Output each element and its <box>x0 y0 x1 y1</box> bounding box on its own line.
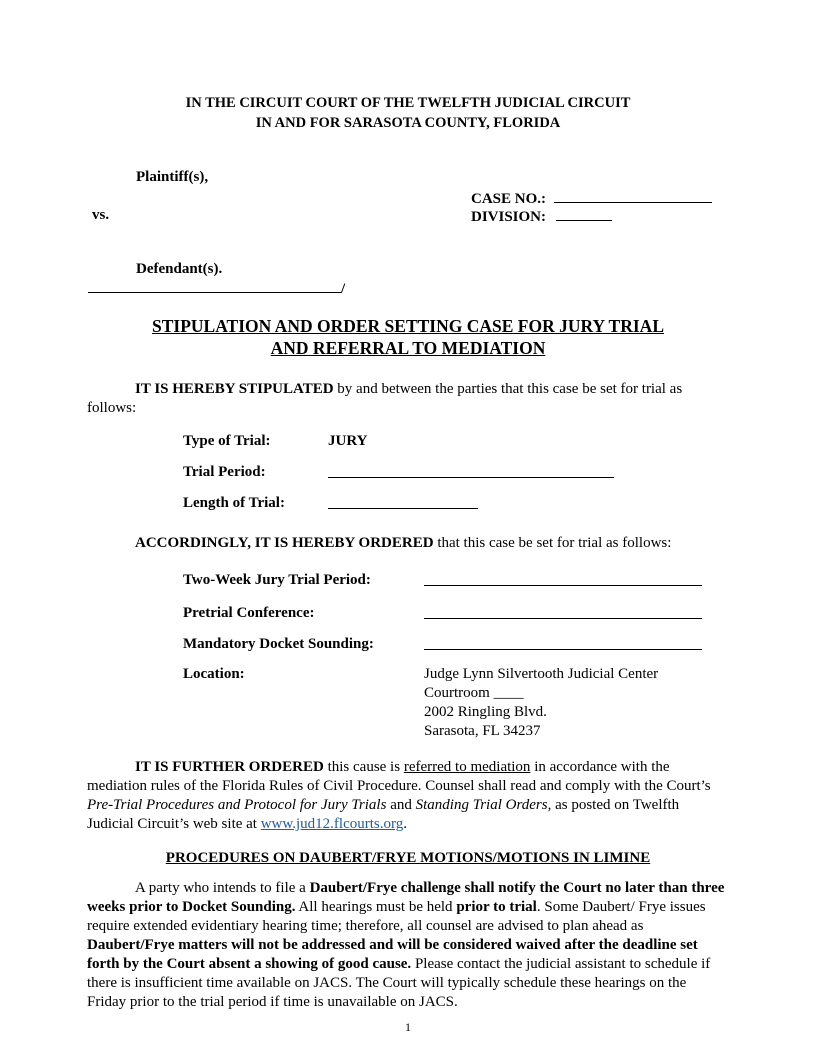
trial-period-blank-row <box>328 463 614 484</box>
stipulation-paragraph <box>87 380 729 418</box>
location-line3: 2002 Ringling Blvd. <box>424 704 547 720</box>
further-lead: IT IS FURTHER ORDERED <box>135 759 324 775</box>
court-website-link[interactable]: www.jud12.flcourts.org <box>260 816 404 832</box>
caption-blank-line <box>88 278 341 293</box>
procedures-text-2: All hearings must be held <box>295 899 457 915</box>
pretrial-conference-label: Pretrial Conference: <box>183 605 315 621</box>
defendant-label: Defendant(s). <box>136 261 223 277</box>
type-of-trial-label: Type of Trial: <box>183 433 271 449</box>
procedures-bold-2: prior to trial <box>456 899 537 915</box>
caption-closing-line <box>88 278 345 299</box>
division-row <box>471 206 612 227</box>
docket-sounding-blank-row <box>424 635 702 656</box>
two-week-period-blank <box>424 571 702 586</box>
location-line1: Judge Lynn Silvertooth Judicial Center <box>424 666 659 682</box>
procedures-text-3: . Some Daubert/ Frye issues require extended evidentiary hearing time; therefore, all counsel are advised to plan ahead as <box>87 899 706 934</box>
trial-period-blank <box>328 463 614 478</box>
type-of-trial-value: JURY <box>328 433 368 449</box>
procedures-text-1: A party who intends to file a <box>135 880 310 896</box>
pretrial-conference-blank-row <box>424 604 702 625</box>
length-of-trial-label: Length of Trial: <box>183 495 285 511</box>
case-number-label: CASE NO.: <box>471 191 547 207</box>
page-number: 1 <box>405 1020 411 1034</box>
vs-label: vs. <box>92 207 110 223</box>
further-text-5: . <box>403 816 407 832</box>
ordered-text: that this case be set for trial as follows: <box>433 535 672 551</box>
court-heading-line1: IN THE CIRCUIT COURT OF THE TWELFTH JUDICIAL CIRCUIT <box>185 95 631 111</box>
court-heading-line2: IN AND FOR SARASOTA COUNTY, FLORIDA <box>255 115 561 131</box>
docket-sounding-label: Mandatory Docket Sounding: <box>183 636 374 652</box>
stipulation-text: by and between the parties that this case be set for trial as follows: <box>87 381 683 416</box>
length-of-trial-blank <box>328 494 478 509</box>
two-week-period-blank-row <box>424 571 702 592</box>
location-address <box>424 665 658 741</box>
caption-slash: / <box>341 281 346 297</box>
document-title <box>0 315 816 359</box>
title-line1: STIPULATION AND ORDER SETTING CASE FOR JURY TRIAL <box>151 316 664 336</box>
further-text-2: in accordance with the mediation rules of the Florida Rules of Civil Procedure. Counsel shall read and comply with the Court’s <box>87 759 711 794</box>
location-line2: Courtroom ____ <box>424 685 524 701</box>
division-label: DIVISION: <box>471 209 547 225</box>
two-week-period-label: Two-Week Jury Trial Period: <box>183 572 371 588</box>
standing-trial-orders-title: Standing Trial Orders <box>415 797 548 813</box>
trial-period-label: Trial Period: <box>183 464 266 480</box>
further-ordered-paragraph <box>87 758 729 834</box>
location-line4: Sarasota, FL 34237 <box>424 723 541 739</box>
ordered-lead: ACCORDINGLY, IT IS HEREBY ORDERED <box>135 535 434 551</box>
stipulation-lead: IT IS HEREBY STIPULATED <box>135 381 334 397</box>
case-number-blank <box>554 188 712 203</box>
pretrial-procedures-title: Pre-Trial Procedures and Protocol for Jury Trials <box>87 797 387 813</box>
court-heading <box>0 93 816 133</box>
title-line2: AND REFERRAL TO MEDIATION <box>270 338 546 358</box>
mediation-text: referred to mediation <box>403 759 531 775</box>
further-text-3: and <box>386 797 416 813</box>
docket-sounding-blank <box>424 635 702 650</box>
pretrial-conference-blank <box>424 604 702 619</box>
length-of-trial-blank-row <box>328 494 478 515</box>
division-blank <box>556 206 612 221</box>
procedures-text-4: Please contact the judicial assistant to schedule if there is insufficient time available on JACS. The Court will typically schedule these hearings on the Friday prior to the trial period if time is unavailable on JACS. <box>87 956 711 1010</box>
procedures-heading: PROCEDURES ON DAUBERT/FRYE MOTIONS/MOTIONS IN LIMINE <box>165 850 651 866</box>
further-text-1: this cause is <box>323 759 404 775</box>
procedures-bold-3: Daubert/Frye matters will not be addressed and will be considered waived after the deadline set forth by the Court absent a showing of good cause. <box>87 937 698 972</box>
ordered-paragraph <box>87 534 729 553</box>
further-text-4: , as posted on Twelfth Judicial Circuit’s web site at <box>87 797 680 832</box>
plaintiff-label: Plaintiff(s), <box>136 169 209 185</box>
procedures-paragraph <box>87 879 729 1012</box>
location-label: Location: <box>183 666 245 682</box>
procedures-bold-1: Daubert/Frye challenge shall notify the Court no later than three weeks prior to Docket Sounding. <box>87 880 725 915</box>
